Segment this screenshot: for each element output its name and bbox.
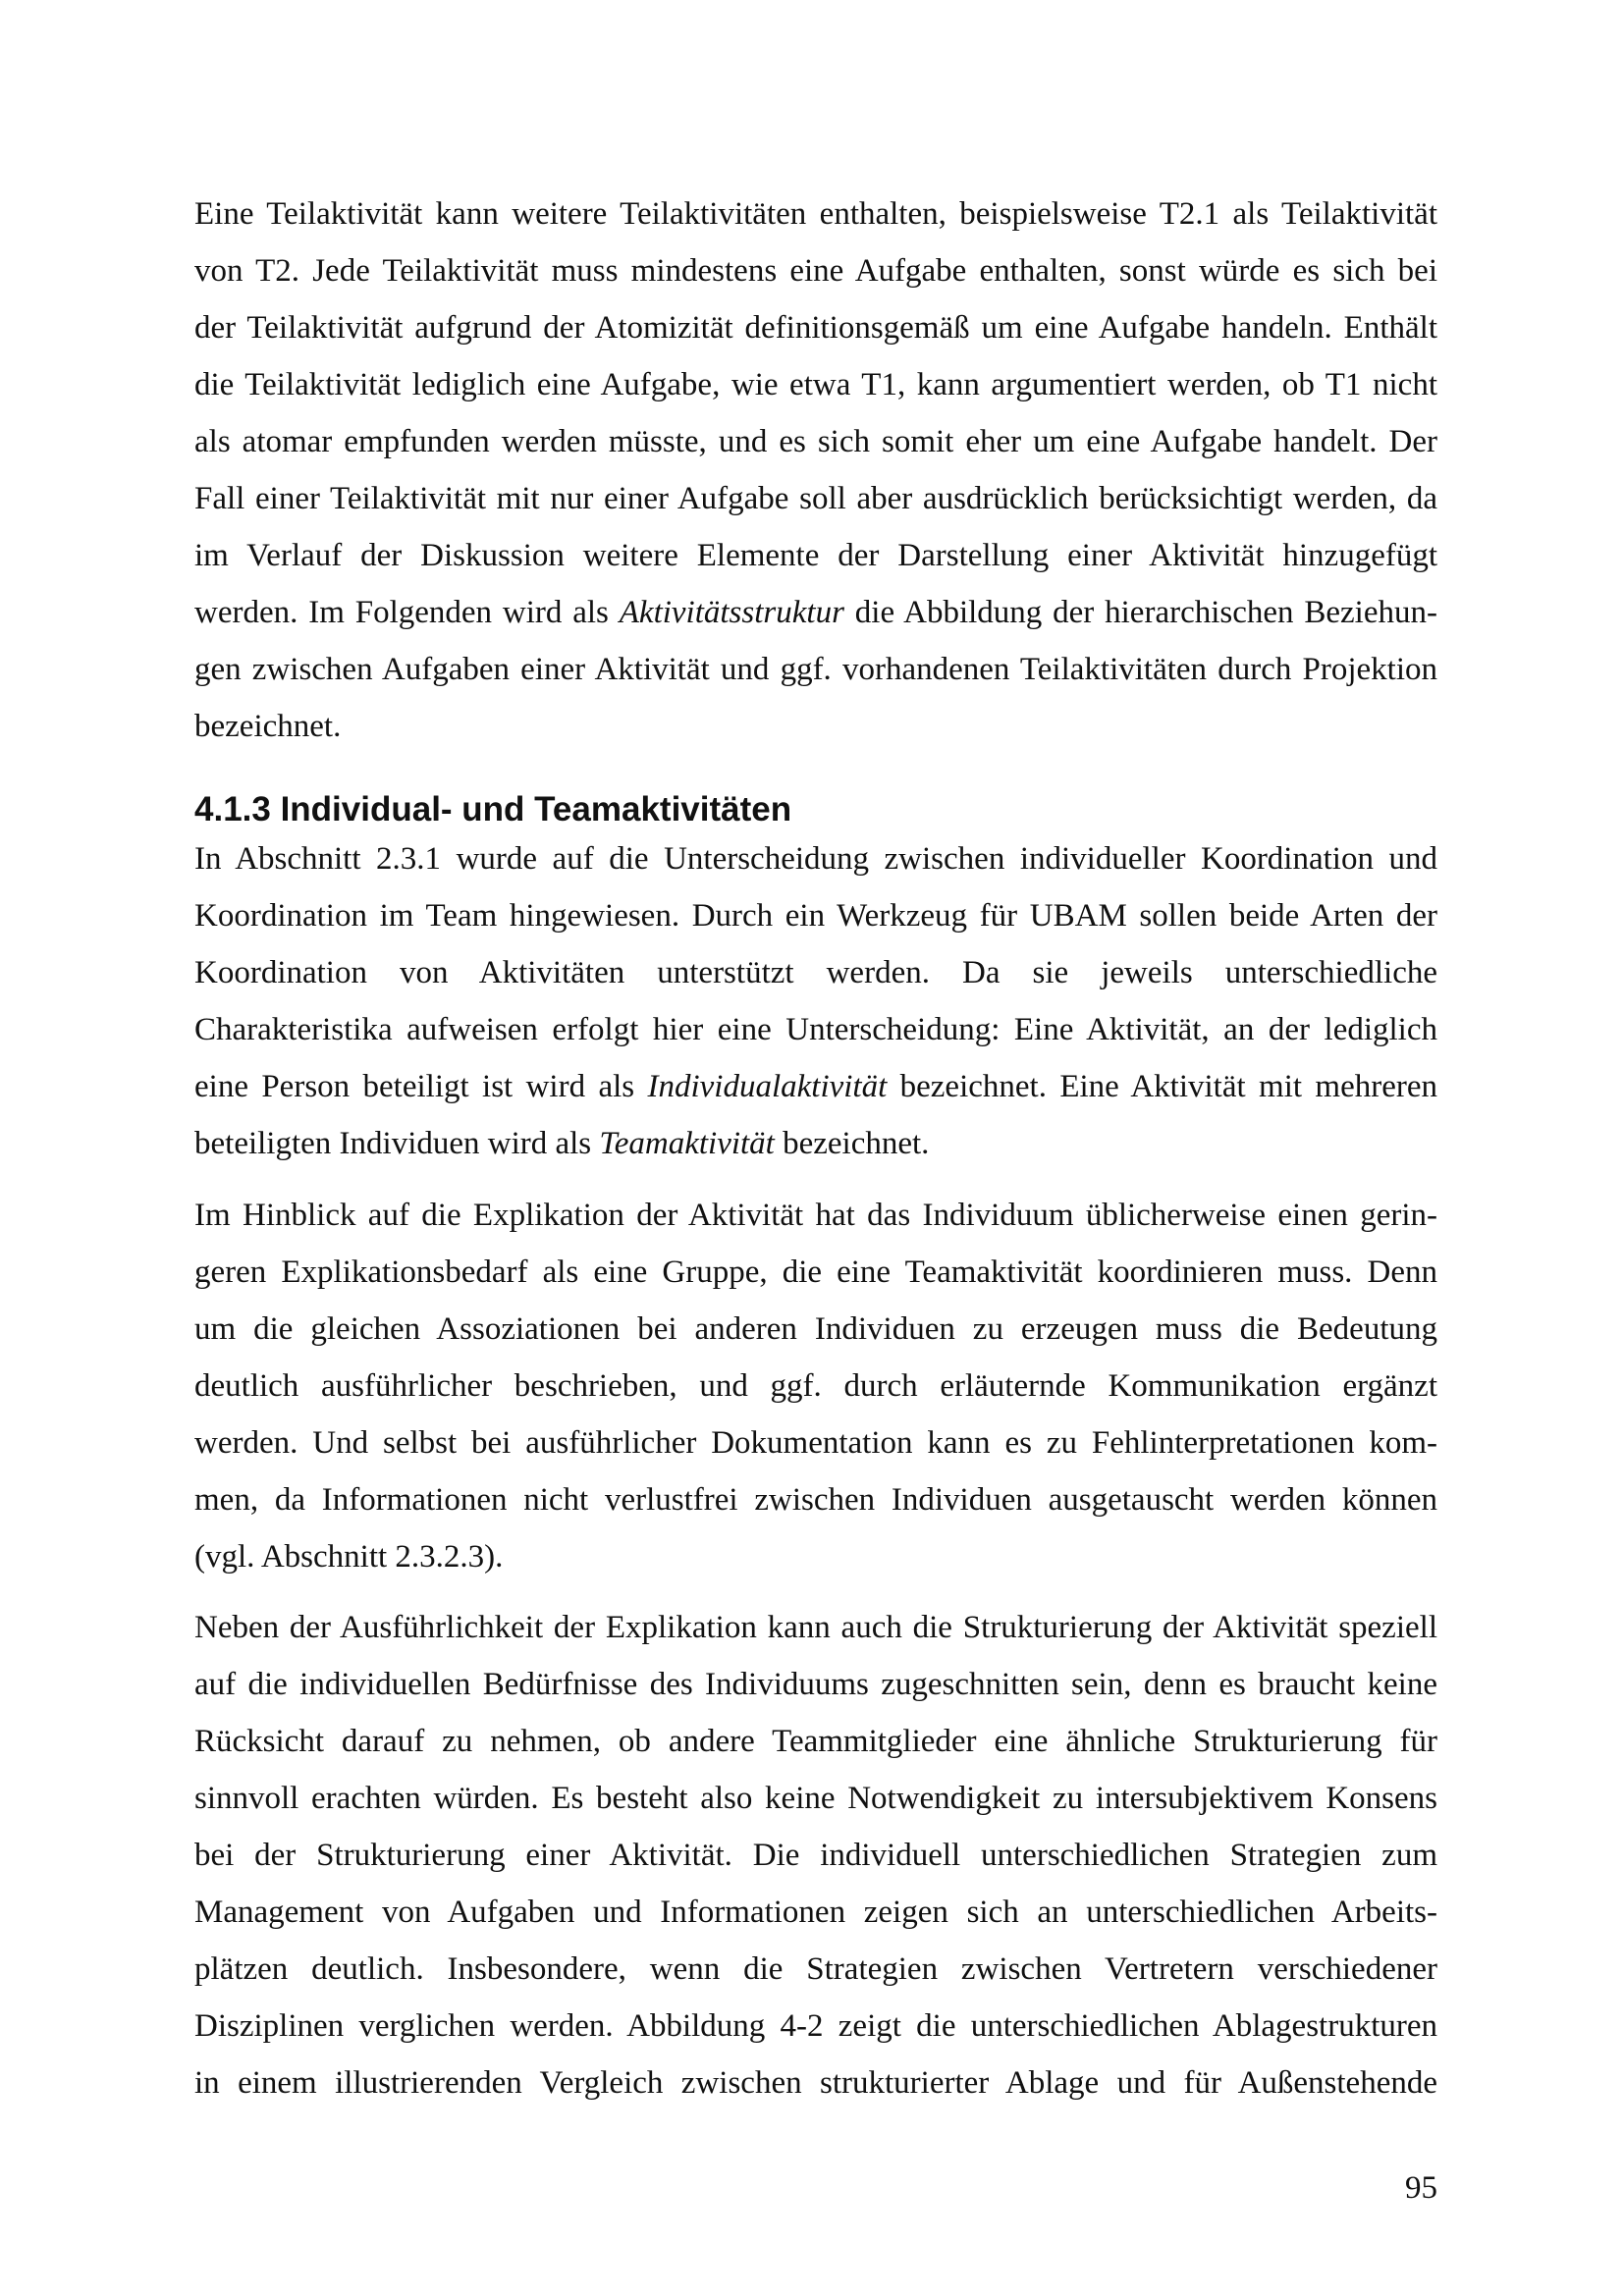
paragraph-4 [194,1599,1437,2111]
text-line: deutlich ausführlicher beschrieben, und ggf. durch erläuternde Kommunikation ergänzt [194,1368,1437,1404]
text-line: bei der Strukturierung einer Aktivität. Die individuell unterschiedlichen Strategien zum [194,1838,1437,1873]
paragraph-2 [194,830,1437,1172]
text-line: bezeichnet. [194,709,342,744]
text-segment: die Abbildung der hierarchischen Beziehun- [843,595,1437,630]
text-segment: werden. Im Folgenden wird als [194,595,620,630]
text-line: Fall einer Teilaktivität mit nur einer Aufgabe soll aber ausdrücklich berücksichtigt werden, da [194,481,1437,516]
text-line: der Teilaktivität aufgrund der Atomizität definitionsgemäß um eine Aufgabe handeln. Enthält [194,310,1437,346]
term-teamaktivitaet: Teamaktivität [599,1126,775,1161]
text-line: sinnvoll erachten würden. Es besteht also keine Notwendigkeit zu intersubjektivem Konsens [194,1781,1437,1816]
text-line: in einem illustrierenden Vergleich zwischen strukturierter Ablage und für Außenstehende [194,2065,1437,2101]
text-line: Koordination von Aktivitäten unterstützt werden. Da sie jeweils unterschiedliche [194,955,1437,990]
section-heading: 4.1.3 Individual- und Teamaktivitäten [194,790,792,828]
text-line: Koordination im Team hingewiesen. Durch ein Werkzeug für UBAM sollen beide Arten der [194,898,1437,934]
text-line: auf die individuellen Bedürfnisse des Individuums zugeschnitten sein, denn es braucht keine [194,1667,1437,1702]
text-line: Rücksicht darauf zu nehmen, ob andere Teammitglieder eine ähnliche Strukturierung für [194,1724,1437,1759]
text-line [194,584,1437,641]
text-line: geren Explikationsbedarf als eine Gruppe, die eine Teamaktivität koordinieren muss. Denn [194,1255,1437,1290]
text-line: gen zwischen Aufgaben einer Aktivität und ggf. vorhandenen Teilaktivitäten durch Projektion [194,652,1437,687]
text-line: Eine Teilaktivität kann weitere Teilaktivitäten enthalten, beispielsweise T2.1 als Teilaktivität [194,196,1437,232]
paragraph-1 [194,186,1437,755]
text-segment: beteiligten Individuen wird als [194,1126,600,1161]
text-line: die Teilaktivität lediglich eine Aufgabe, wie etwa T1, kann argumentiert werden, ob T1 nicht [194,367,1437,402]
text-segment: bezeichnet. [774,1126,930,1161]
text-segment: bezeichnet. Eine Aktivität mit mehreren [887,1069,1438,1104]
paragraph-3 [194,1187,1437,1585]
text-line: Disziplinen verglichen werden. Abbildung 4-2 zeigt die unterschiedlichen Ablagestrukturen [194,2008,1437,2044]
text-line: In Abschnitt 2.3.1 wurde auf die Unterscheidung zwischen individueller Koordination und [194,841,1437,877]
text-line: von T2. Jede Teilaktivität muss mindestens eine Aufgabe enthalten, sonst würde es sich bei [194,253,1437,289]
text-line: um die gleichen Assoziationen bei anderen Individuen zu erzeugen muss die Bedeutung [194,1311,1437,1347]
text-line: plätzen deutlich. Insbesondere, wenn die Strategien zwischen Vertretern verschiedener [194,1951,1437,1987]
text-line: werden. Und selbst bei ausführlicher Dokumentation kann es zu Fehlinterpretationen kom- [194,1425,1437,1461]
text-line: als atomar empfunden werden müsste, und es sich somit eher um eine Aufgabe handelt. Der [194,424,1437,459]
term-aktivitaetsstruktur: Aktivitätsstruktur [619,595,844,630]
text-line [194,1115,1437,1172]
text-segment: eine Person beteiligt ist wird als [194,1069,648,1104]
text-line: Neben der Ausführlichkeit der Explikation kann auch die Strukturierung der Aktivität speziell [194,1610,1437,1645]
text-line: Charakteristika aufweisen erfolgt hier eine Unterscheidung: Eine Aktivität, an der lediglich [194,1012,1437,1047]
text-line: Im Hinblick auf die Explikation der Aktivität hat das Individuum üblicherweise einen gerin- [194,1198,1437,1233]
text-line: Management von Aufgaben und Informationen zeigen sich an unterschiedlichen Arbeits- [194,1895,1437,1930]
text-line: men, da Informationen nicht verlustfrei zwischen Individuen ausgetauscht werden können [194,1482,1437,1518]
term-individualaktivitaet: Individualaktivität [647,1069,888,1104]
text-line [194,1058,1437,1115]
page-number: 95 [1405,2170,1437,2206]
text-line: im Verlauf der Diskussion weitere Elemente der Darstellung einer Aktivität hinzugefügt [194,538,1437,573]
text-line: (vgl. Abschnitt 2.3.2.3). [194,1539,504,1575]
